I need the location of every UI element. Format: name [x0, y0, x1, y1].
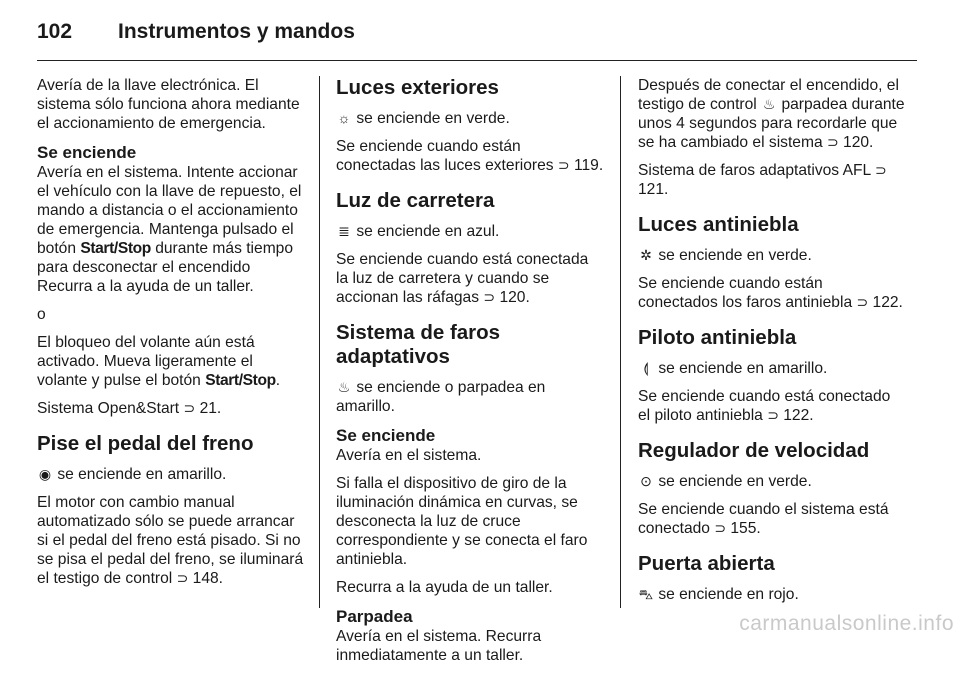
paragraph: Se enciende cuando el sistema está conectado ⊃ 155.: [638, 501, 889, 537]
cruise-control-icon: ⊙: [640, 473, 652, 489]
paragraph: ◉ se enciende en amarillo.: [38, 466, 227, 483]
exterior-lights-icon: ☼: [337, 110, 351, 126]
header-rule: [37, 60, 917, 61]
paragraph: El bloqueo del volante aún está activado. Mueva ligeramente el volante y pulse el botón Start/Stop.: [37, 334, 281, 389]
paragraph: ✲ se enciende en verde.: [638, 246, 906, 265]
paragraph: Se enciende cuando están conectadas las luces exteriores ⊃ 119.: [336, 138, 604, 174]
section-heading: Luz de carretera: [336, 189, 495, 212]
column-3: [638, 76, 906, 613]
paragraph: ⊙ se enciende en verde.: [638, 472, 906, 491]
paragraph: ≣ se enciende en azul.: [336, 222, 604, 241]
section-heading: Parpadea: [336, 607, 413, 626]
high-beam-icon: ≣: [338, 223, 350, 239]
adaptive-headlights-icon: ♨: [337, 379, 351, 395]
reference-arrow-icon: ⊃: [557, 157, 570, 173]
section-heading: Luces antiniebla: [638, 213, 799, 236]
section-heading: Sistema de faros adaptativos: [336, 321, 501, 368]
paragraph: Sistema de faros adaptativos AFL ⊃ 121.: [638, 162, 887, 198]
start-stop-label: Start/Stop: [205, 372, 276, 389]
paragraph: ⛍ se enciende en rojo.: [638, 586, 799, 603]
section-heading: Se enciende: [336, 426, 436, 445]
paragraph: Avería en el sistema. Intente accionar el vehículo con la llave de repuesto, el mando a distancia o el accionamiento de emergencia. Mantenga pulsado el botón Start/Stop durante más tiempo para desconectar el encendido Recurra a la ayuda de un taller.: [37, 164, 302, 295]
reference-arrow-icon: ⊃: [176, 570, 189, 586]
fog-lights-icon: ✲: [640, 247, 652, 263]
adaptive-headlights-icon: ♨: [762, 96, 776, 112]
column-divider-2: [620, 76, 621, 608]
paragraph: ⟬ se enciende en amarillo.: [638, 359, 906, 378]
page-number: 102: [37, 20, 73, 43]
rear-fog-icon: ⟬: [643, 360, 649, 376]
paragraph: Se enciende cuando está conectado el piloto antiniebla ⊃ 122.: [638, 388, 891, 424]
section-heading: Regulador de velocidad: [638, 439, 870, 462]
paragraph: Recurra a la ayuda de un taller.: [336, 579, 553, 596]
paragraph: ♨ se enciende o parpadea en amarillo.: [336, 379, 546, 415]
page-title: Instrumentos y mandos: [118, 20, 355, 43]
door-open-icon: ⛍: [638, 586, 654, 602]
paragraph: ☼ se enciende en verde.: [337, 110, 510, 127]
reference-arrow-icon: ⊃: [714, 520, 727, 536]
start-stop-label: Start/Stop: [80, 240, 151, 257]
paragraph: El motor con cambio manual automatizado sólo se puede arrancar si el pedal del freno está pisado. Si no se pisa el pedal del freno, se iluminará el testigo de control ⊃ 148.: [37, 494, 304, 587]
reference-arrow-icon: ⊃: [767, 407, 779, 423]
section-heading: Piloto antiniebla: [638, 326, 797, 349]
section-heading: Se enciende: [37, 143, 137, 162]
reference-arrow-icon: ⊃: [183, 400, 196, 416]
paragraph: Avería en el sistema.: [336, 447, 482, 464]
paragraph: Se enciende cuando está conectada la luz de carretera y cuando se accionan las ráfagas ⊃ 120.: [336, 251, 589, 306]
section-heading: Luces exteriores: [336, 76, 499, 99]
paragraph: Avería de la llave electrónica. El sistema sólo funciona ahora mediante el accionamiento de emergencia.: [37, 77, 300, 132]
watermark: carmanualsonline.info: [739, 612, 954, 635]
section-heading: Puerta abierta: [638, 552, 775, 575]
reference-arrow-icon: ⊃: [483, 289, 496, 305]
brake-warning-icon: ◉: [38, 466, 52, 482]
paragraph: o: [37, 306, 46, 323]
reference-arrow-icon: ⊃: [874, 162, 887, 178]
paragraph: Después de conectar el encendido, el testigo de control ♨ parpadea durante unos 4 segundos para recordarle que se ha cambiado el sistema ⊃ 120.: [638, 77, 905, 151]
reference-arrow-icon: ⊃: [826, 134, 839, 150]
column-2: [336, 76, 604, 674]
column-divider-1: [319, 76, 320, 608]
paragraph: Si falla el dispositivo de giro de la iluminación dinámica en curvas, se desconecta la luz de cruce correspondiente y se conecta el faro antiniebla.: [336, 475, 588, 568]
column-1: [37, 76, 305, 597]
section-heading: Pise el pedal del freno: [37, 432, 254, 455]
paragraph: Avería en el sistema. Recurra inmediatamente a un taller.: [336, 628, 542, 664]
paragraph: Se enciende cuando están conectados los faros antiniebla ⊃ 122.: [638, 275, 903, 311]
reference-arrow-icon: ⊃: [856, 294, 869, 310]
paragraph: Sistema Open&Start ⊃ 21.: [37, 400, 222, 417]
